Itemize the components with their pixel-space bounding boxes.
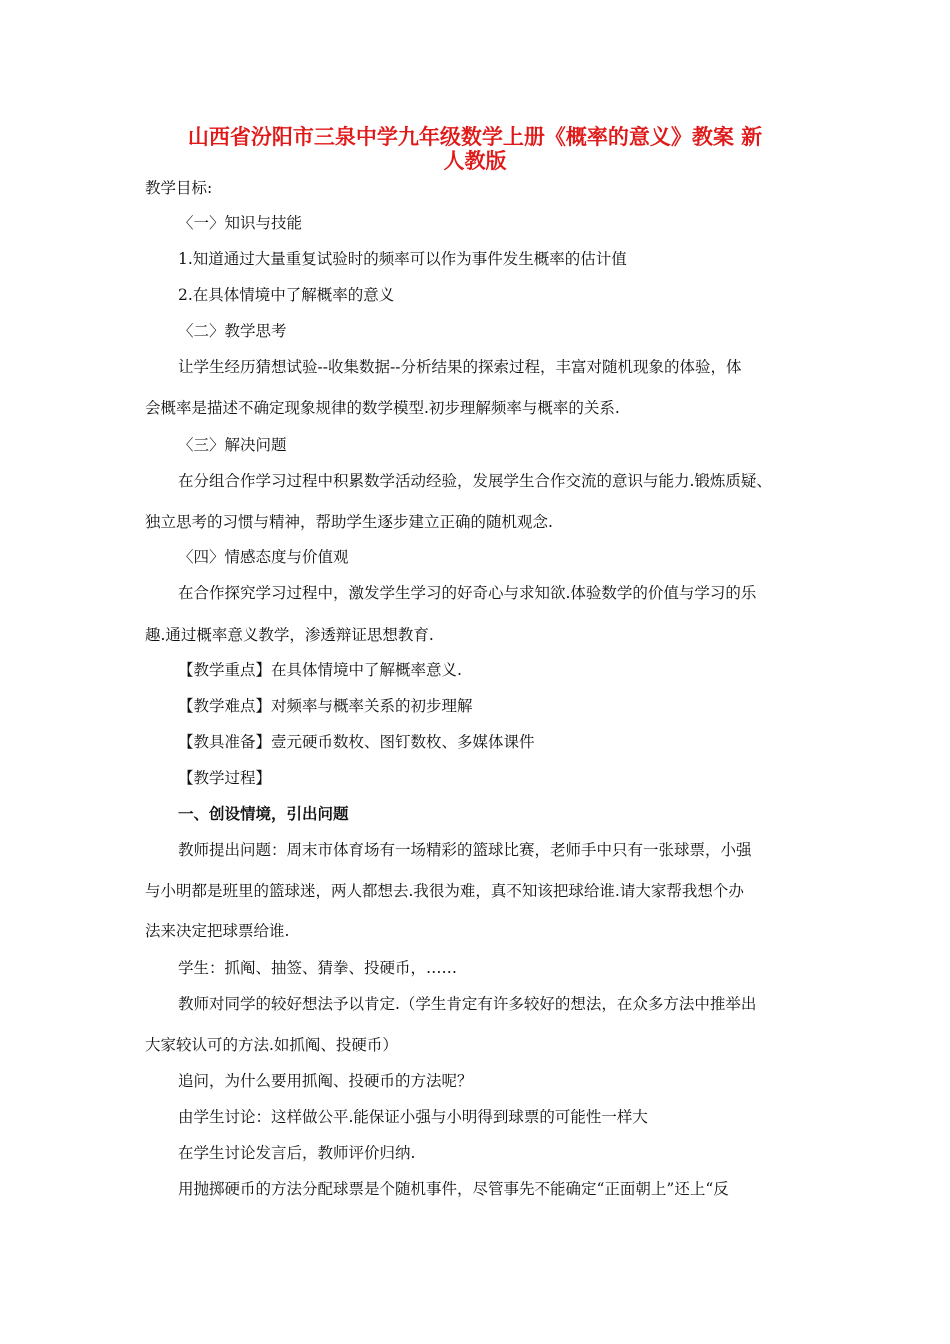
teaching-materials: 【教具准备】壹元硬币数枚、图钉数枚、多媒体课件 — [178, 733, 535, 751]
subheading-attitude-values: 〈四〉情感态度与价值观 — [178, 548, 349, 566]
subheading-teaching-thinking: 〈二〉教学思考 — [178, 322, 287, 340]
document-title-line-2: 人教版 — [443, 149, 507, 173]
paragraph-line: 在学生讨论发言后，教师评价归纳. — [178, 1144, 416, 1162]
paragraph-line: 趣.通过概率意义教学，渗透辩证思想教育. — [145, 626, 434, 644]
teaching-key-point: 【教学重点】在具体情境中了解概率意义. — [178, 661, 462, 679]
paragraph-line: 追问，为什么要用抓阄、投硬币的方法呢？ — [178, 1072, 473, 1090]
paragraph-line: 大家较认可的方法.如抓阄、投硬币） — [145, 1036, 398, 1054]
paragraph-line: 与小明都是班里的篮球迷，两人都想去.我很为难，真不知该把球给谁.请大家帮我想个办 — [145, 882, 744, 900]
paragraph-line: 2.在具体情境中了解概率的意义 — [178, 286, 395, 304]
section-heading-scenario: 一、创设情境，引出问题 — [178, 805, 349, 823]
paragraph-line: 由学生讨论：这样做公平.能保证小强与小明得到球票的可能性一样大 — [178, 1108, 648, 1126]
subheading-problem-solving: 〈三〉解决问题 — [178, 436, 287, 454]
teaching-difficulty: 【教学难点】对频率与概率关系的初步理解 — [178, 697, 473, 715]
paragraph-line: 让学生经历猜想试验--收集数据--分析结果的探索过程，丰富对随机现象的体验，体 — [178, 358, 742, 376]
paragraph-line: 1.知道通过大量重复试验时的频率可以作为事件发生概率的估计值 — [178, 250, 627, 268]
paragraph-line: 法来决定把球票给谁. — [145, 922, 290, 940]
subheading-knowledge-skills: 〈一〉知识与技能 — [178, 214, 303, 232]
document-title-line-1: 山西省汾阳市三泉中学九年级数学上册《概率的意义》教案 新 — [187, 125, 763, 149]
paragraph-line: 在合作探究学习过程中，激发学生学习的好奇心与求知欲.体验数学的价值与学习的乐 — [178, 584, 757, 602]
section-heading-objectives: 教学目标: — [145, 179, 213, 197]
paragraph-line: 用抛掷硬币的方法分配球票是个随机事件，尽管事先不能确定“正面朝上”还上“反 — [178, 1180, 729, 1198]
teaching-process-heading: 【教学过程】 — [178, 769, 272, 787]
paragraph-line: 在分组合作学习过程中积累数学活动经验，发展学生合作交流的意识与能力.锻炼质疑、 — [178, 472, 772, 490]
paragraph-line: 教师提出问题：周末市体育场有一场精彩的篮球比赛，老师手中只有一张球票，小强 — [178, 841, 752, 859]
paragraph-line: 会概率是描述不确定现象规律的数学模型.初步理解频率与概率的关系. — [145, 399, 620, 417]
paragraph-line: 教师对同学的较好想法予以肯定.（学生肯定有许多较好的想法，在众多方法中推举出 — [178, 995, 757, 1013]
paragraph-line: 学生：抓阄、抽签、猜拳、投硬币，…… — [178, 959, 458, 977]
paragraph-line: 独立思考的习惯与精神，帮助学生逐步建立正确的随机观念. — [145, 513, 553, 531]
